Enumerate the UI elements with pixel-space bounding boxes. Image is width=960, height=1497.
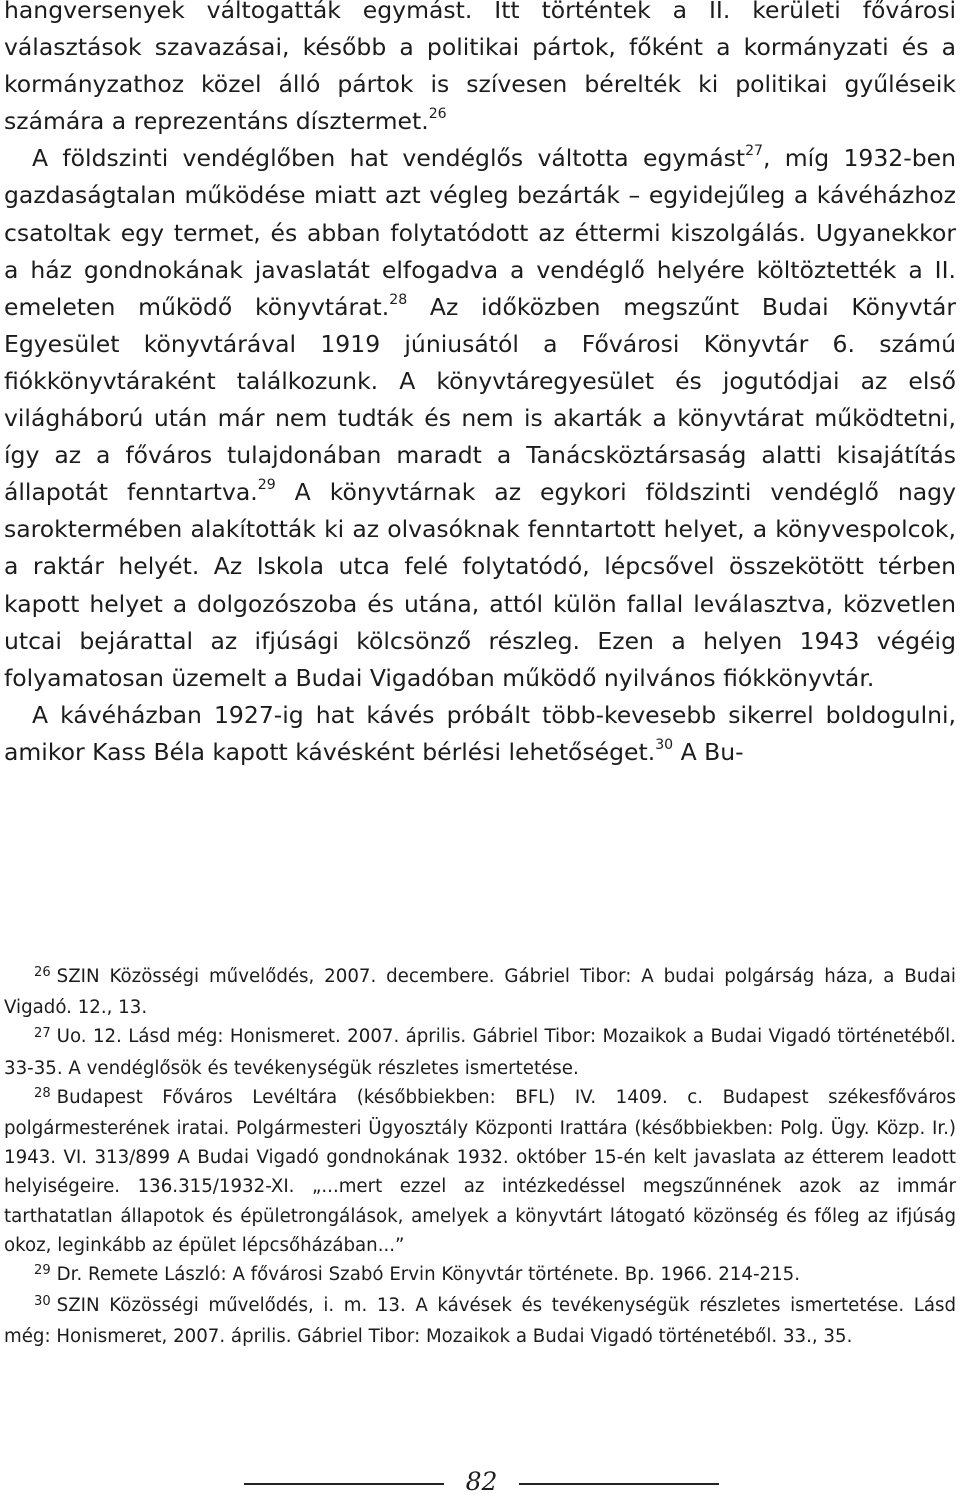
body-text-run: hangversenyek váltogatták egymást. Itt történtek a II. kerületi fővárosi választások szavazásai, később a politikai pártok, főként a kormányzati és a kormányzathoz közel álló pártok is szívesen bérelték ki politikai gyűléseik számára a reprezentáns dísztermet.: [4, 0, 956, 136]
footnote-number: 26: [34, 965, 51, 981]
body-paragraph: [4, 0, 956, 140]
footnote-text: Dr. Remete László: A fővárosi Szabó Ervin Könyvtár története. Bp. 1966. 214-215.: [56, 1264, 801, 1286]
footnote-reference: 28: [389, 291, 408, 308]
footnote-text: Uo. 12. Lásd még: Honismeret. 2007. április. Gábriel Tibor: Mozaikok a Budai Vigadó történetéből. 33-35. A vendéglősök és tevékenységük részletes ismertetése.: [4, 1026, 956, 1079]
footnote-reference: 29: [257, 477, 276, 494]
body-text-run: A Bu-: [673, 737, 744, 766]
body-text-run: , míg 1932-ben gazdaságtalan működése miatt azt végleg bezárták – egyidejűleg a kávéházhoz csatoltak egy termet, és abban folytatódott az éttermi kiszolgálás. Ugyanekkor a ház gondnokának javaslatát elfogadva a vendéglő helyére költöztették a II. emeleten működő könyvtárat.: [4, 144, 956, 321]
footnote-number: 28: [34, 1085, 51, 1101]
footnote-reference: 27: [745, 143, 763, 160]
body-text: [4, 0, 956, 771]
page-number: 82: [465, 1467, 498, 1496]
footnote-number: 27: [34, 1025, 51, 1041]
footnote-reference: 30: [655, 736, 674, 753]
body-text-run: A könyvtárnak az egykori földszinti vendéglő nagy saroktermében alakították ki az olvasóknak fenntartott helyet, a könyvespolcok, a raktár helyét. Az Iskola utca felé folytatódó, lépcsővel összekötött térben kapott helyet a dolgozószoba és utána, attól külön fallal leválasztva, közvetlen utcai bejárattal az ifjúsági kölcsönző részleg. Ezen a helyen 1943 végéig folyamatosan üzemelt a Budai Vigadóban működő nyilvános fiókkönyvtár.: [4, 478, 956, 692]
footnote-number: 30: [34, 1294, 51, 1310]
page-footer: [0, 1466, 960, 1497]
body-text-run: A földszinti vendéglőben hat vendéglős váltotta egymást: [32, 144, 746, 173]
body-paragraph: [4, 697, 956, 771]
body-text-run: Az időközben megszűnt Budai Könyvtár Egyesület könyvtárával 1919 júniusától a Fővárosi Könyvtár 6. számú fiókkönyvtáraként találkozunk. A könyvtáregyesület és jogutódjai az első világháború után már nem tudták és nem is akarták a könyvtárat működtetni, így az a főváros tulajdonában maradt a Tanácsköztársaság alatti kisajátítás állapotát fenntartva.: [4, 292, 957, 507]
footnote-26: [4, 962, 956, 1022]
footnote-30: [4, 1291, 956, 1351]
footnotes: [4, 962, 956, 1352]
footer-rule-left: [244, 1483, 444, 1485]
footnote-text: SZIN Közösségi művelődés, i. m. 13. A kávések és tevékenységük részletes ismertetése. Lásd még: Honismeret, 2007. április. Gábriel Tibor: Mozaikok a Budai Vigadó történetéből. 33., 35.: [4, 1295, 956, 1348]
footnote-28: [4, 1083, 956, 1260]
body-text-run: A kávéházban 1927-ig hat kávés próbált több-kevesebb sikerrel boldogulni, amikor Kass Béla kapott kávésként bérlési lehetőséget.: [4, 700, 956, 766]
footnote-29: [4, 1260, 956, 1291]
footer-rule-right: [519, 1483, 719, 1485]
footnote-number: 29: [34, 1263, 51, 1279]
footnote-text: SZIN Közösségi művelődés, 2007. decembere. Gábriel Tibor: A budai polgárság háza, a Budai Vigadó. 12., 13.: [4, 966, 956, 1019]
footnote-text: Budapest Főváros Levéltára (későbbiekben: BFL) IV. 1409. c. Budapest székesfőváros polgármesterének iratai. Polgármesteri Ügyosztály Központi Irattára (későbbiekben: Polg. Ügy. Közp. Ir.) 1943. VI. 313/899 A Budai Vigadó gondnokának 1932. október 15-én kelt javaslata az étterem leadott helyiségeire. 136.315/1932-XI. „...mert ezzel az intézkedéssel megszűnnének azok az immár tarthatatlan állapotok és épületrongálások, amelyek a könyvtárt látogató közönség és főleg az ifjúság okoz, leginkább az épület lépcsőházában...”: [4, 1086, 956, 1256]
footnote-reference: 26: [428, 106, 447, 123]
footnote-27: [4, 1022, 956, 1082]
body-paragraph: [4, 140, 956, 696]
